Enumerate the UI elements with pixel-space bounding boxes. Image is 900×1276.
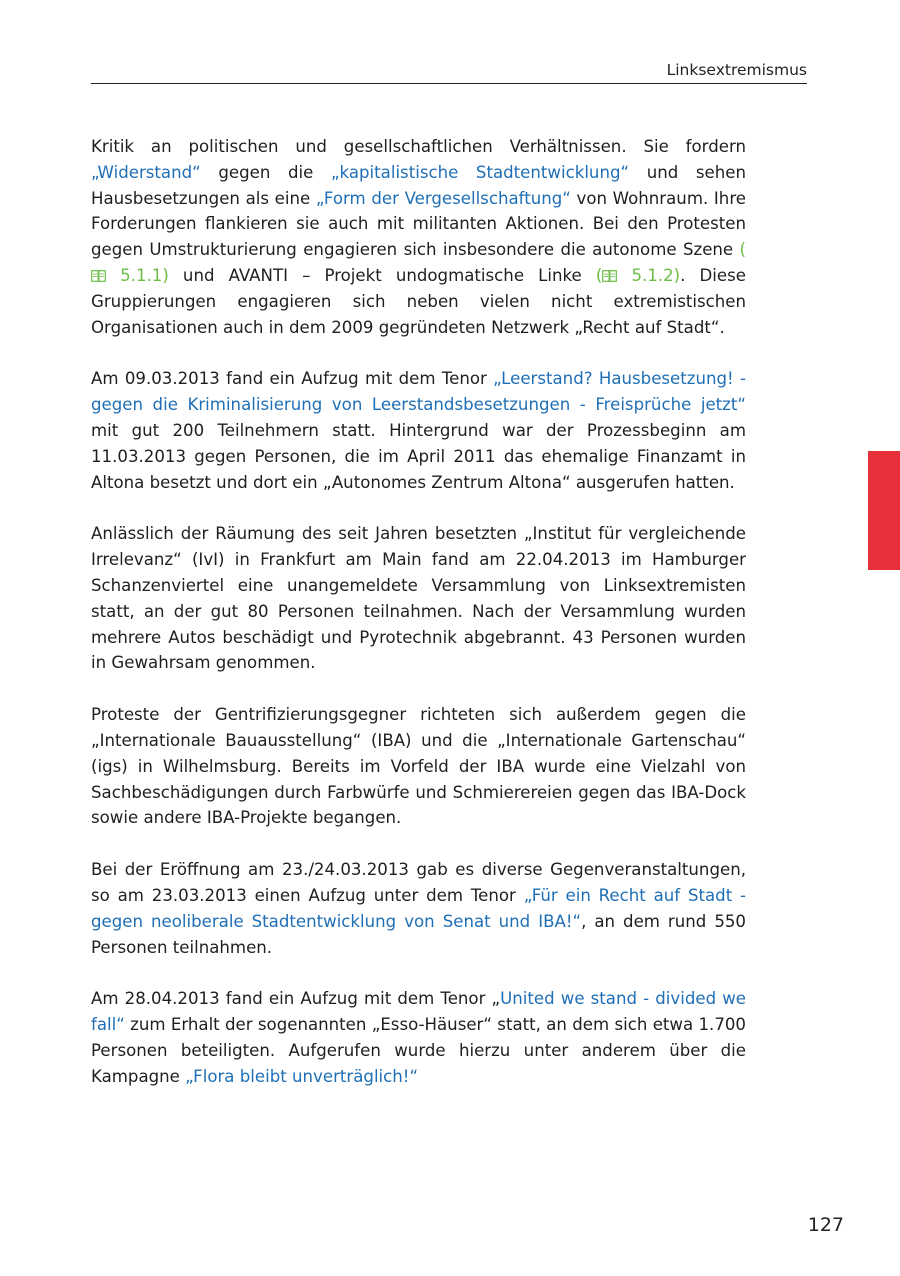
text-run: Kritik an politischen und gesellschaftlichen Verhältnissen. Sie fordern [91, 137, 746, 156]
quote-widerstand: „Widerstand“ [91, 162, 201, 182]
cross-reference-5-1-1[interactable]: ( 5.1.1) [91, 240, 746, 285]
text-run: Bei der Eröffnung am 23./24.03.2013 gab es diverse Gegenveranstaltungen, so am 23.03.2013 einen Aufzug unter dem Tenor [91, 860, 746, 905]
paragraph-3 [91, 521, 746, 676]
quote-stadtentwicklung: „kapitalistische Stadtentwicklung“ [330, 162, 630, 182]
paragraph-2 [91, 366, 746, 495]
text-run: Am 28.04.2013 fand ein Aufzug mit dem Tenor „ [91, 989, 501, 1009]
text-run: , an dem rund 550 Personen teilnahmen. [91, 911, 746, 957]
text-run: gegen die [200, 162, 331, 182]
quote-flora-bleibt: „Flora bleibt unverträglich!“ [185, 1066, 419, 1086]
text-run: Anlässlich der Räumung des seit Jahren besetzten „Institut für vergleichende Irrelevanz“ (IvI) in Frankfurt am Main fand am 22.04.2013 im Hamburger Schanzenviertel eine unangemeldete Versammlung von Linksextremisten statt, an der gut 80 Personen teilnahmen. Nach der Versammlung wurden mehrere Autos beschädigt und Pyrotechnik abgebrannt. 43 Personen wurden in Gewahrsam genommen. [91, 524, 746, 673]
reference-label: 5.1.2 [631, 265, 674, 285]
paragraph-1 [91, 134, 746, 340]
quote-recht-auf-stadt: „Für ein Recht auf Stadt - gegen neoliberale Stadtentwicklung von Senat und IBA!“ [91, 885, 746, 931]
book-icon [602, 270, 617, 282]
text-run: Am 09.03.2013 fand ein Aufzug mit dem Tenor [91, 369, 494, 389]
quote-united-we-stand: United we stand - divided we fall“ [91, 989, 746, 1035]
running-header: Linksextremismus [666, 61, 807, 79]
cross-reference-5-1-2[interactable]: ( 5.1.2) [595, 265, 681, 285]
page-number: 127 [807, 1214, 844, 1236]
paragraph-6 [91, 986, 746, 1089]
body-text [91, 134, 746, 1116]
text-run: zum Erhalt der sogenannten „Esso-Häuser“ statt, an dem sich etwa 1.700 Personen beteiligten. Aufgerufen wurde hierzu unter anderem über die Kampagne [91, 1015, 746, 1086]
quote-vergesellschaftung: „Form der Vergesellschaftung“ [315, 188, 571, 208]
text-run: und AVANTI – Projekt undogmatische Linke [168, 265, 596, 285]
header-rule [91, 83, 807, 84]
paragraph-4 [91, 702, 746, 831]
text-run: . Diese Gruppierungen engagieren sich neben vielen nicht extremistischen Organisationen auch in dem 2009 gegründeten Netzwerk „Recht auf Stadt“. [91, 265, 746, 337]
reference-label: 5.1.1 [120, 265, 163, 285]
quote-leerstand: „Leerstand? Hausbesetzung! - gegen die Kriminalisierung von Leerstandsbesetzungen - Freisprüche jetzt“ [91, 369, 746, 415]
text-run: von Wohnraum. Ihre Forderungen flankieren sie auch mit militanten Aktionen. Bei den Protesten gegen Umstrukturierung engagieren sich insbesondere die autonome Szene [91, 188, 746, 260]
chapter-side-tab [868, 451, 900, 570]
paragraph-5 [91, 857, 746, 960]
text-run: und sehen Hausbesetzungen als eine [91, 162, 747, 208]
book-icon [91, 270, 106, 282]
text-run: Proteste der Gentrifizierungsgegner richteten sich außerdem gegen die „Internationale Bauausstellung“ (IBA) und die „Internationale Gartenschau“ (igs) in Wilhelmsburg. Bereits im Vorfeld der IBA wurde eine Vielzahl von Sachbeschädigungen durch Farbwürfe und Schmierereien gegen das IBA-Dock sowie andere IBA-Projekte begangen. [91, 705, 746, 828]
text-run: mit gut 200 Teilnehmern statt. Hintergrund war der Prozessbeginn am 11.03.2013 gegen Personen, die im April 2011 das ehemalige Finanzamt in Altona besetzt und dort ein „Autonomes Zentrum Altona“ ausgerufen hatten. [91, 420, 746, 492]
